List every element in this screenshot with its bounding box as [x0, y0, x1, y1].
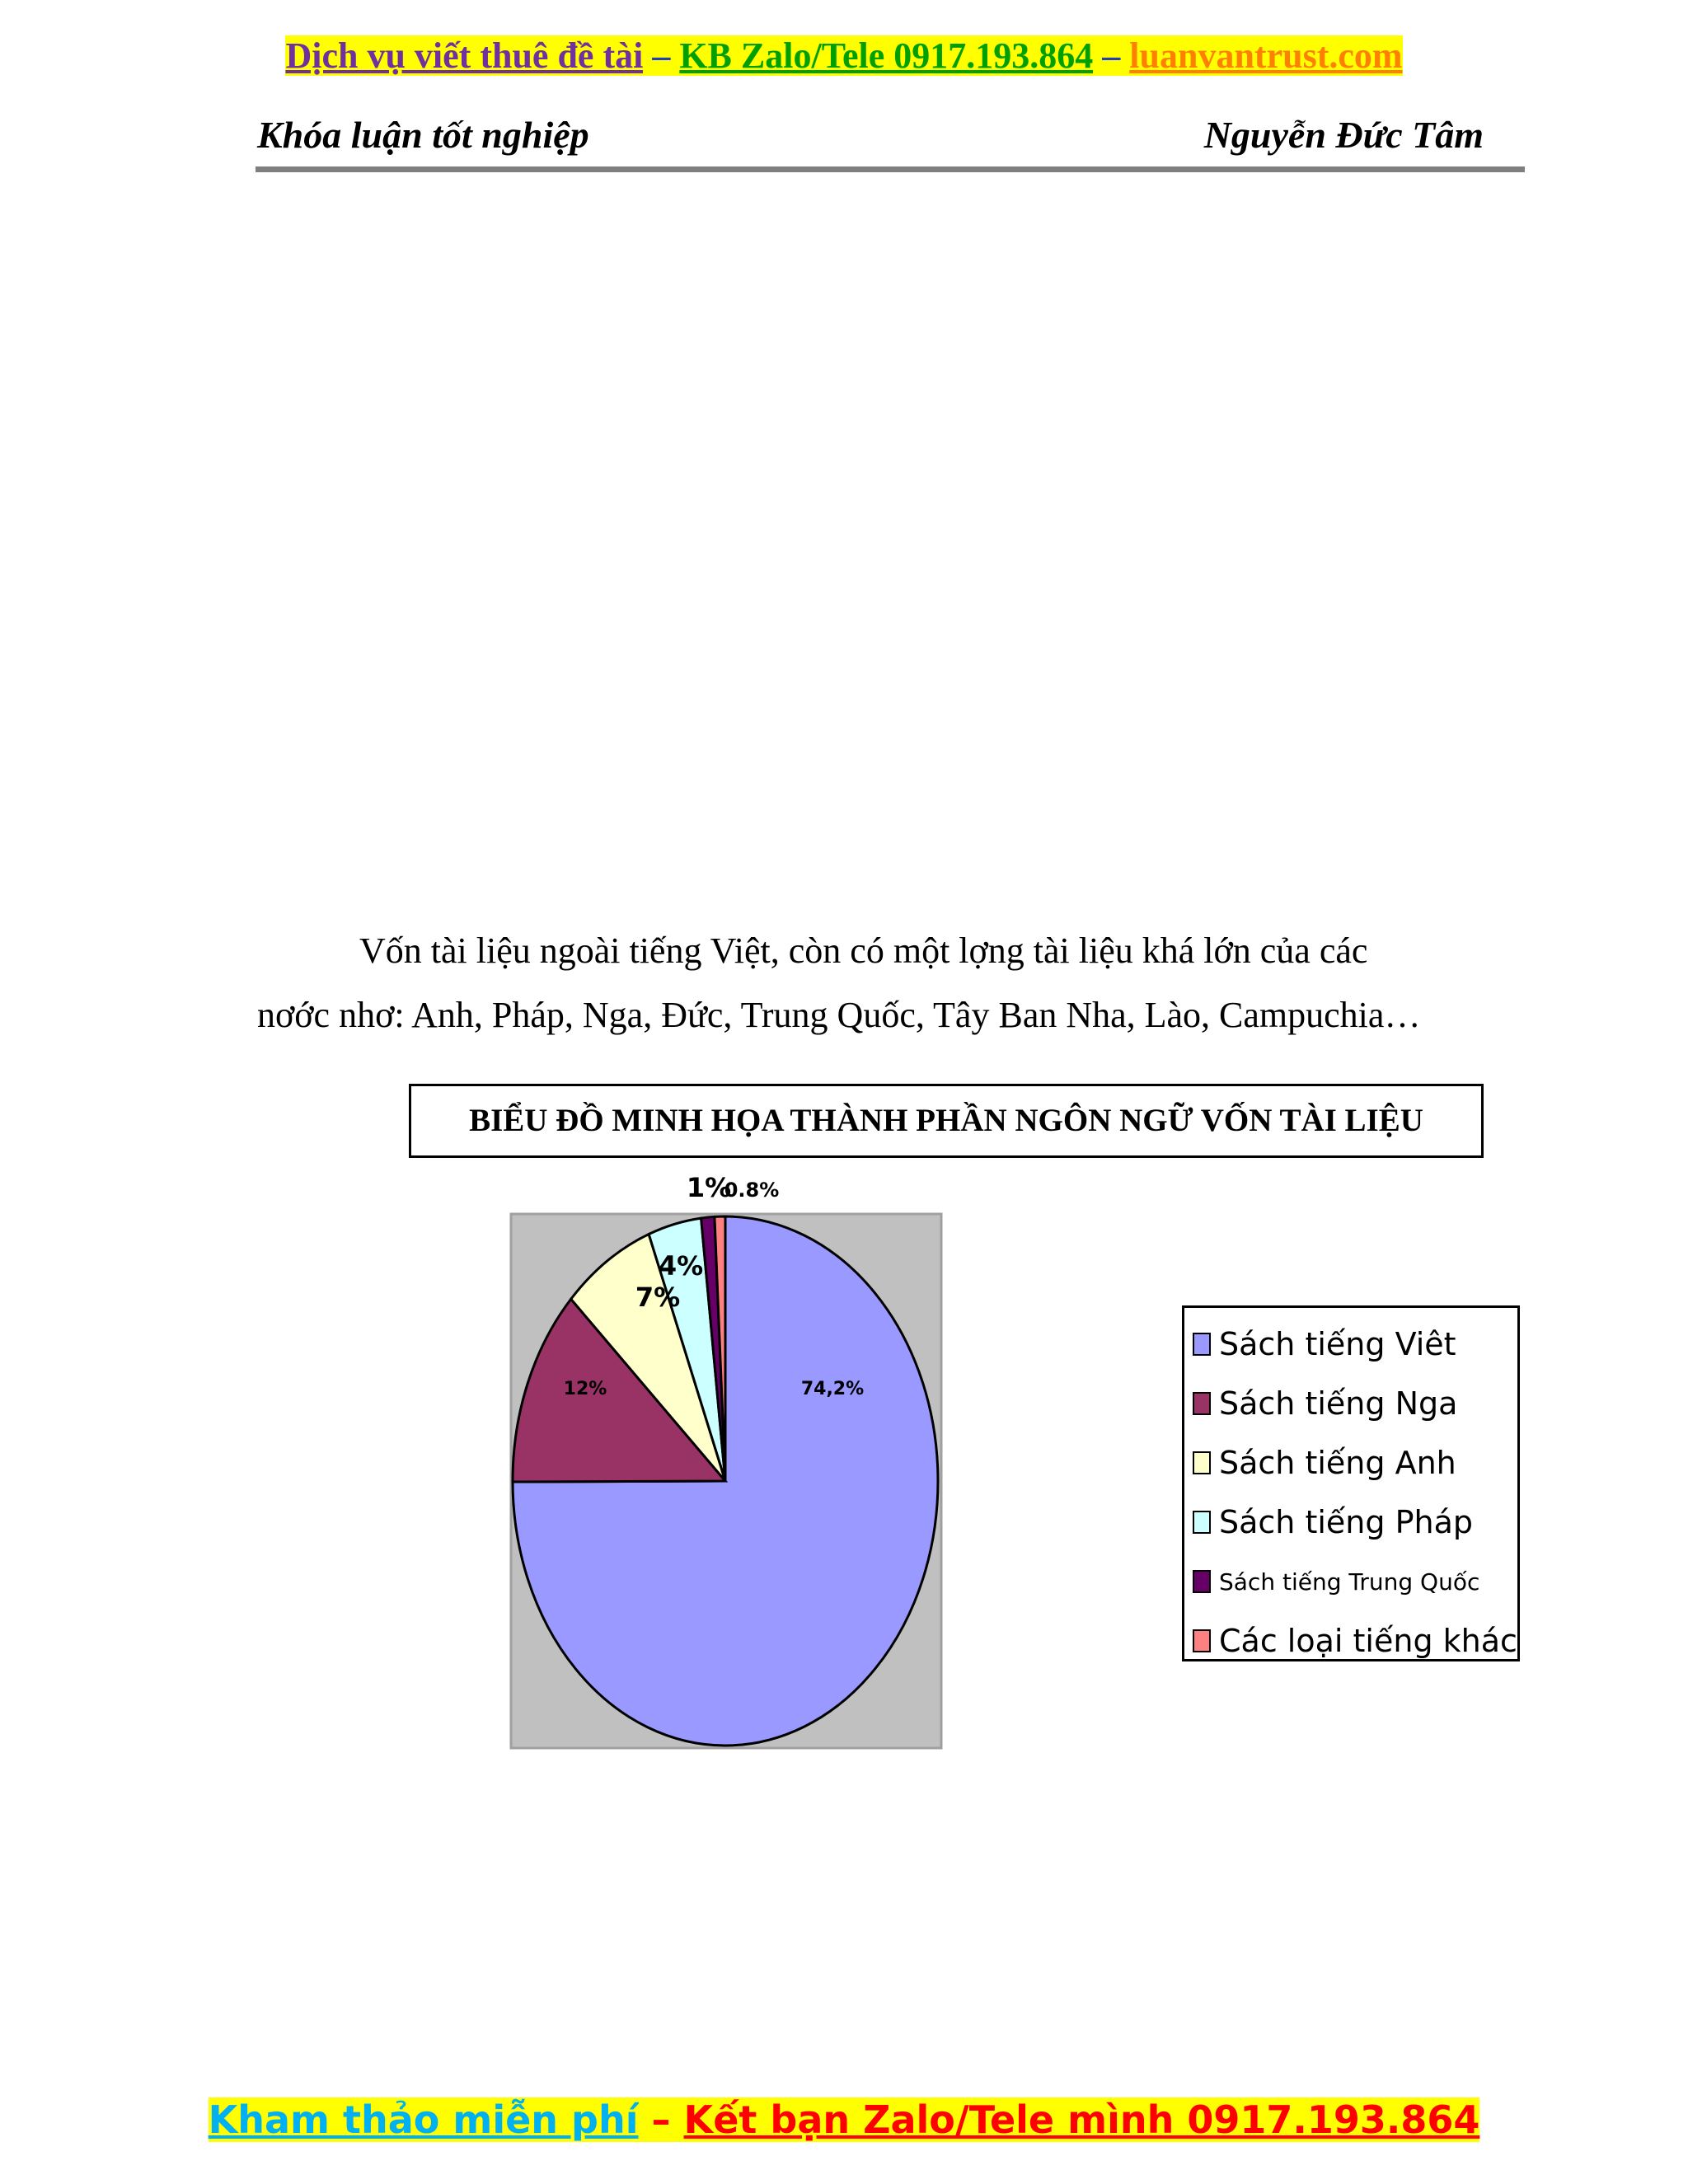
legend-label: Sách tiếng Nga — [1219, 1385, 1458, 1422]
bottom-banner-offer-link[interactable]: Kham thảo miễn phí — [208, 2097, 639, 2142]
legend-item-sach-tieng-trung-quoc — [1193, 1557, 1479, 1606]
data-label-cac-loai-tieng-khac: 0.8% — [724, 1179, 780, 1202]
legend-swatch — [1193, 1570, 1211, 1593]
chart-title: BIỂU ĐỒ MINH HỌA THÀNH PHẦN NGÔN NGỮ VỐN TÀI LIỆU — [409, 1084, 1484, 1158]
legend-item-sach-tieng-nga — [1193, 1379, 1457, 1428]
legend-label: Sách tiếng Pháp — [1219, 1504, 1473, 1540]
banner-separator: – — [1093, 35, 1130, 76]
legend-label: Sách tiếng Viêt — [1219, 1326, 1456, 1362]
legend-label: Các loại tiếng khác — [1219, 1623, 1517, 1659]
legend-swatch — [1193, 1629, 1211, 1652]
bottom-banner-contact-link[interactable]: Kết bạn Zalo/Tele mình 0917.193.864 — [683, 2097, 1480, 2142]
chart-legend — [1182, 1305, 1520, 1661]
legend-item-sach-tieng-anh — [1193, 1438, 1456, 1488]
legend-item-cac-loai-tieng-khac — [1193, 1616, 1517, 1666]
banner-service-text: Dịch vụ viết thuê đề tài — [285, 35, 644, 76]
bottom-banner — [0, 2095, 1688, 2144]
header-author: Nguyễn Đức Tâm — [1203, 114, 1484, 156]
data-label-sach-tieng-anh: 7% — [635, 1282, 681, 1313]
banner-contact-link[interactable]: KB Zalo/Tele 0917.193.864 — [679, 35, 1094, 76]
paragraph-line-1: Vốn tài liệu ngoài tiếng Việt, còn có một lợng tài liệu khá lớn của các — [359, 930, 1368, 971]
data-label-sach-tieng-viet: 74,2% — [800, 1379, 865, 1399]
legend-label: Sách tiếng Anh — [1219, 1445, 1456, 1481]
legend-swatch — [1193, 1333, 1211, 1356]
legend-swatch — [1193, 1451, 1211, 1474]
data-label-sach-tieng-phap: 4% — [658, 1250, 704, 1282]
data-label-sach-tieng-trung-quoc: 1% — [686, 1172, 732, 1203]
legend-item-sach-tieng-phap — [1193, 1497, 1473, 1547]
banner-separator: – — [643, 35, 680, 76]
header-document-type: Khóa luận tốt nghiệp — [257, 114, 589, 156]
bottom-banner-separator: – — [638, 2097, 684, 2142]
banner-website-link[interactable]: luanvantrust.com — [1129, 35, 1403, 76]
legend-swatch — [1193, 1511, 1211, 1534]
legend-swatch — [1193, 1392, 1211, 1415]
paragraph-line-2: nơớc nhơ: Anh, Pháp, Nga, Đức, Trung Quốc, Tây Ban Nha, Lào, Campuchia… — [257, 995, 1421, 1035]
legend-label: Sách tiếng Trung Quốc — [1219, 1568, 1480, 1596]
legend-item-sach-tieng-viet — [1193, 1319, 1456, 1369]
data-label-sach-tieng-nga: 12% — [563, 1379, 607, 1399]
